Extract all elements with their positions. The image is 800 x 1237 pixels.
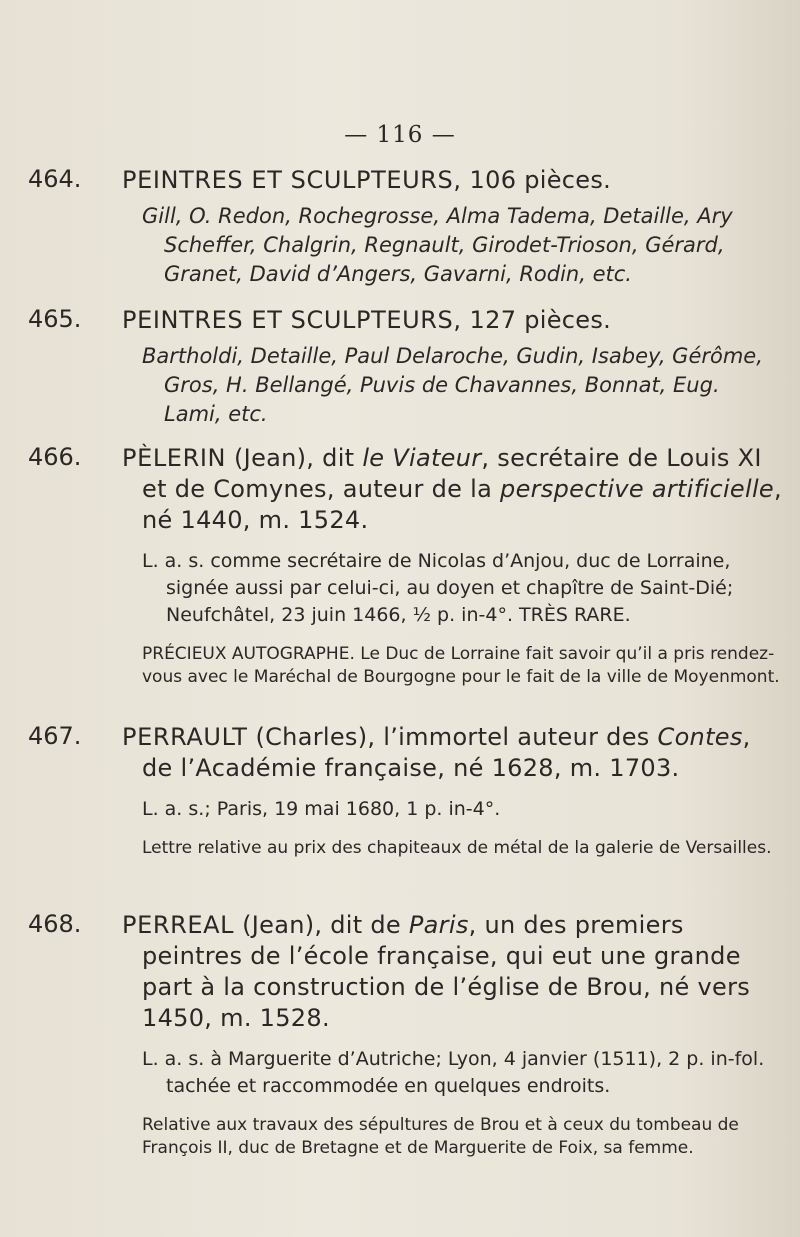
catalogue-entry-466 (28, 443, 782, 689)
entry-count: 106 pièces. (461, 166, 612, 194)
entry-name: PERRAULT (122, 723, 248, 751)
lot-number: 464. (28, 165, 82, 193)
entry-heading (122, 305, 782, 336)
entry-dates: né 1440, m. 1524. (142, 506, 369, 534)
entry-heading: PERREAL (Jean), dit de Paris, un des premiers (122, 911, 684, 939)
lot-number: 465. (28, 305, 82, 333)
lot-number: 466. (28, 443, 82, 471)
catalogue-entry-467 (28, 722, 782, 860)
item-note: Lettre relative au prix des chapiteaux de métal de la galerie de Versailles. (142, 838, 772, 858)
item-note: PRÉCIEUX AUTOGRAPHE. Le Duc de Lorraine fait savoir qu’il a pris rendez-vous avec le Maréchal de Bourgogne pour le fait de la ville de Moyenmont. (142, 644, 780, 687)
catalogue-entry-468 (28, 910, 782, 1160)
artist-names: Bartholdi, Detaille, Paul Delaroche, Gudin, Isabey, Gérôme, Gros, H. Bellangé, Puvis de Chavannes, Bonnat, Eug. Lami, etc. (142, 344, 763, 426)
entry-name: PÈLERIN (122, 444, 227, 472)
note-lead: PRÉCIEUX AUTOGRAPHE. (142, 644, 355, 664)
item-description: L. a. s. à Marguerite d’Autriche; Lyon, 4 janvier (1511), 2 p. in-fol. tachée et raccommodée en quelques endroits. (142, 1048, 765, 1097)
entry-dates: peintres de l’école française, qui eut une grande part à la construction de l’église de Brou, né vers 1450, m. 1528. (142, 942, 751, 1032)
entry-heading: PERRAULT (Charles), l’immortel auteur des Contes, (122, 723, 751, 751)
item-note: Relative aux travaux des sépultures de Brou et à ceux du tombeau de François II, duc de Bretagne et de Marguerite de Foix, sa femme. (142, 1115, 739, 1158)
entry-dates: de l’Académie française, né 1628, m. 1703. (142, 754, 680, 782)
entry-heading: PÈLERIN (Jean), dit le Viateur, secrétaire de Louis XI (122, 444, 762, 472)
entry-name: PEINTRES ET SCULPTEURS, (122, 306, 462, 334)
artist-names: Gill, O. Redon, Rochegrosse, Alma Tadema, Detaille, Ary Scheffer, Chalgrin, Regnault, Girodet-Trioson, Gérard, Granet, David d’Angers, Gavarni, Rodin, etc. (142, 204, 733, 286)
page-number: — 116 — (344, 122, 456, 148)
catalogue-entry-465 (28, 305, 782, 429)
catalogue-entry-464 (28, 165, 782, 289)
entry-heading (122, 165, 782, 196)
rarity-note: TRÈS RARE. (519, 604, 631, 626)
lot-number: 468. (28, 910, 82, 938)
lot-number: 467. (28, 722, 82, 750)
entry-name: PEINTRES ET SCULPTEURS, (122, 166, 462, 194)
item-description: L. a. s. comme secrétaire de Nicolas d’Anjou, duc de Lorraine, signée aussi par celui-ci, au doyen et chapître de Saint-Dié; Neufchâtel, 23 juin 1466, ½ p. in-4°. TRÈS RARE. (142, 550, 734, 626)
item-description: L. a. s.; Paris, 19 mai 1680, 1 p. in-4°. (142, 798, 501, 820)
entry-heading-line: et de Comynes, auteur de la perspective artificielle, (142, 475, 782, 503)
entry-count: 127 pièces. (461, 306, 612, 334)
entry-name: PERREAL (122, 911, 235, 939)
